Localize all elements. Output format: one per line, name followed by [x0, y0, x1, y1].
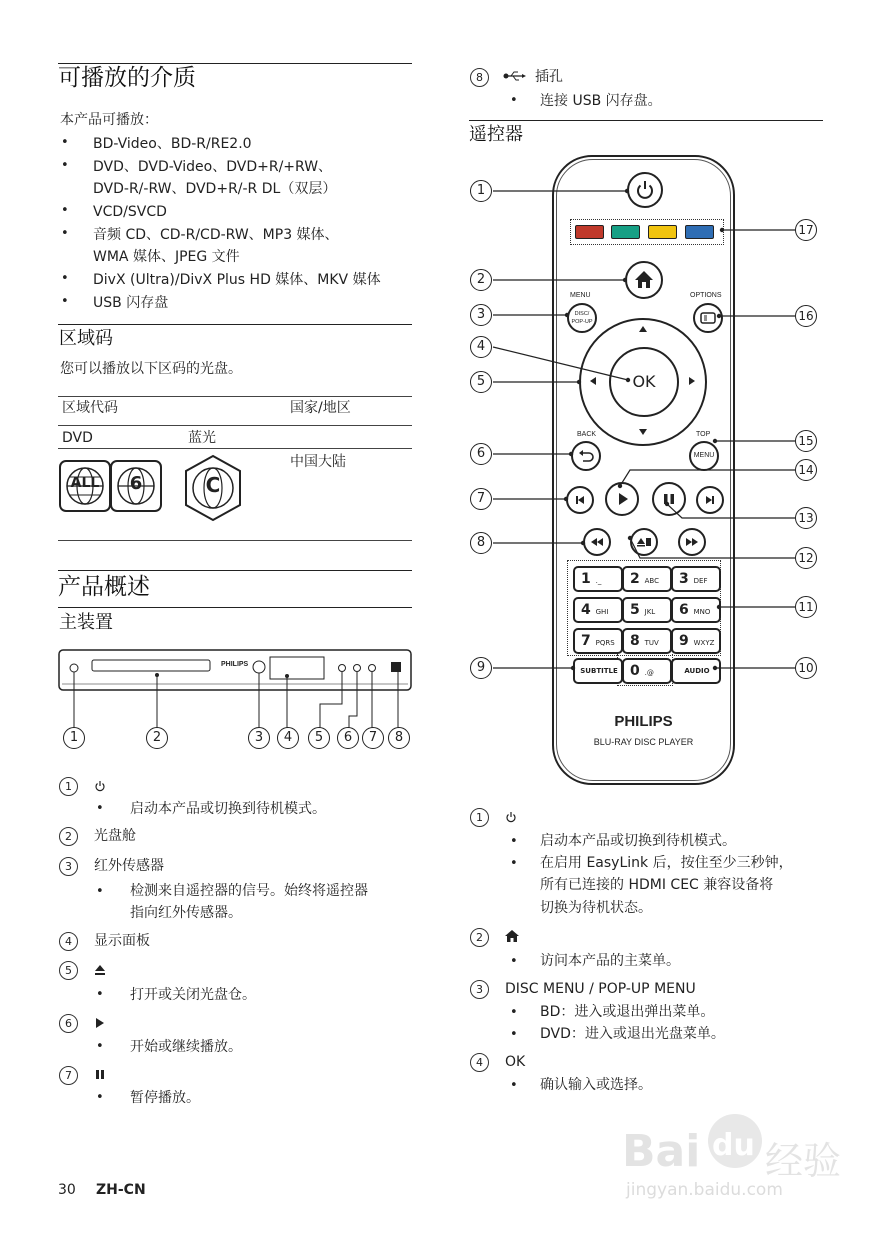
- device-brand: PHILIPS: [221, 661, 249, 668]
- list-item: USB 闪存盘: [93, 295, 169, 311]
- region-6-logo: 6: [110, 460, 162, 512]
- list-item: VCD/SVCD: [93, 204, 167, 220]
- key-4[interactable]: 4 GHI: [573, 597, 623, 623]
- key-1[interactable]: 1 ._: [573, 566, 623, 592]
- remote-disc-menu-button[interactable]: DISC/ POP-UP: [567, 303, 597, 333]
- baidu-watermark: Bai du 经验 jingyan.baidu.com: [622, 1114, 842, 1214]
- language-code: ZH-CN: [96, 1182, 146, 1198]
- table-header: 国家/地区: [290, 400, 351, 416]
- key-3[interactable]: 3 DEF: [671, 566, 721, 592]
- remote-title: 遥控器: [469, 124, 523, 145]
- region-all-logo: ALL: [59, 460, 111, 512]
- audio-button[interactable]: AUDIO: [671, 658, 721, 684]
- remote-top-menu-button[interactable]: MENU: [689, 441, 719, 471]
- usb-icon: [503, 70, 527, 82]
- subtitle-button[interactable]: SUBTITLE: [573, 658, 623, 684]
- list-item: DVD-R/-RW、DVD+R/-R DL（双层）: [93, 181, 337, 197]
- region-intro: 您可以播放以下区码的光盘。: [60, 361, 242, 377]
- intro-text: 本产品可播放：: [60, 112, 158, 128]
- power-icon: [94, 780, 106, 792]
- main-unit-title: 主装置: [59, 612, 113, 633]
- region-title: 区域码: [59, 328, 113, 349]
- table-cell: 中国大陆: [290, 454, 346, 470]
- pause-icon: [95, 1069, 105, 1081]
- overview-title: 产品概述: [58, 574, 150, 600]
- remote-brand: PHILIPS: [614, 713, 673, 730]
- remote-leader-lines: [460, 160, 840, 690]
- play-icon: [95, 1017, 105, 1029]
- page-number: 30: [58, 1182, 76, 1198]
- power-icon: [505, 811, 517, 823]
- page-title: 可播放的介质: [58, 65, 196, 91]
- key-2[interactable]: 2 ABC: [622, 566, 672, 592]
- home-icon: [505, 930, 519, 942]
- remote-ok-button[interactable]: OK: [609, 347, 679, 417]
- main-unit-illustration: [58, 648, 412, 694]
- key-0[interactable]: 0 .@: [622, 658, 672, 684]
- region-c-logo: C: [183, 454, 243, 522]
- list-item: DivX (Ultra)/DivX Plus HD 媒体、MKV 媒体: [93, 272, 381, 288]
- list-item: DVD、DVD-Video、DVD+R/+RW、: [93, 159, 333, 175]
- table-cell: DVD: [62, 430, 93, 446]
- list-item: WMA 媒体、JPEG 文件: [93, 249, 240, 265]
- key-9[interactable]: 9 WXYZ: [671, 628, 721, 654]
- key-8[interactable]: 8 TUV: [622, 628, 672, 654]
- key-6[interactable]: 6 MNO: [671, 597, 721, 623]
- table-header: 区域代码: [62, 400, 118, 416]
- remote-model: BLU-RAY DISC PLAYER: [593, 737, 694, 747]
- list-item: 音频 CD、CD-R/CD-RW、MP3 媒体、: [93, 227, 339, 243]
- list-item: BD-Video、BD-R/RE2.0: [93, 136, 252, 152]
- table-cell: 蓝光: [188, 430, 216, 446]
- key-5[interactable]: 5 JKL: [622, 597, 672, 623]
- key-7[interactable]: 7 PQRS: [573, 628, 623, 654]
- eject-icon: [94, 964, 106, 976]
